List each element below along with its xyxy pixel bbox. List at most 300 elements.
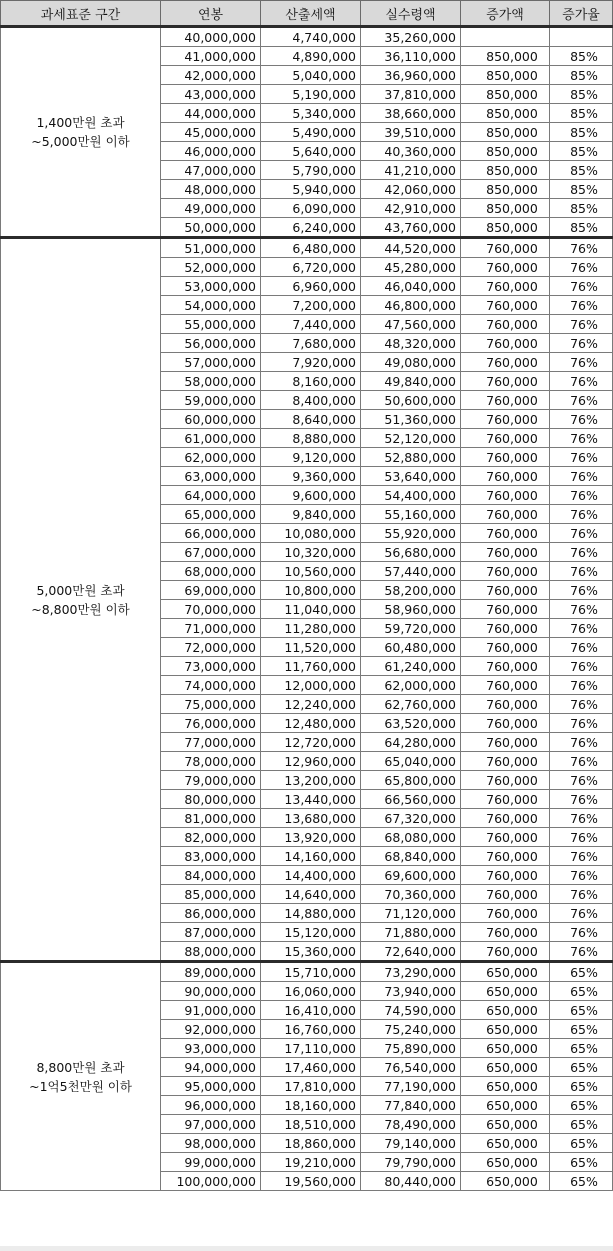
net-pay-cell: 75,240,000: [361, 1020, 461, 1039]
increase-amount-cell: 760,000: [461, 638, 550, 657]
net-pay-cell: 55,160,000: [361, 505, 461, 524]
computed-tax-cell: 5,790,000: [261, 161, 361, 180]
computed-tax-cell: 5,340,000: [261, 104, 361, 123]
increase-rate-cell: 76%: [550, 543, 613, 562]
increase-rate-cell: 76%: [550, 562, 613, 581]
net-pay-cell: 69,600,000: [361, 866, 461, 885]
increase-amount-cell: 850,000: [461, 142, 550, 161]
computed-tax-cell: 17,110,000: [261, 1039, 361, 1058]
computed-tax-cell: 14,880,000: [261, 904, 361, 923]
salary-cell: 42,000,000: [161, 66, 261, 85]
salary-cell: 92,000,000: [161, 1020, 261, 1039]
net-pay-cell: 62,760,000: [361, 695, 461, 714]
net-pay-cell: 58,200,000: [361, 581, 461, 600]
increase-amount-cell: 650,000: [461, 1001, 550, 1020]
increase-amount-cell: 760,000: [461, 429, 550, 448]
computed-tax-cell: 16,060,000: [261, 982, 361, 1001]
increase-rate-cell: 65%: [550, 1134, 613, 1153]
salary-cell: 97,000,000: [161, 1115, 261, 1134]
increase-rate-cell: 76%: [550, 904, 613, 923]
computed-tax-cell: 12,480,000: [261, 714, 361, 733]
increase-amount-cell: 760,000: [461, 885, 550, 904]
net-pay-cell: 68,080,000: [361, 828, 461, 847]
increase-amount-cell: 760,000: [461, 353, 550, 372]
increase-rate-cell: 65%: [550, 962, 613, 982]
salary-cell: 98,000,000: [161, 1134, 261, 1153]
increase-amount-cell: 850,000: [461, 47, 550, 66]
computed-tax-cell: 12,960,000: [261, 752, 361, 771]
computed-tax-cell: 14,400,000: [261, 866, 361, 885]
salary-cell: 80,000,000: [161, 790, 261, 809]
net-pay-cell: 55,920,000: [361, 524, 461, 543]
computed-tax-cell: 5,190,000: [261, 85, 361, 104]
salary-cell: 89,000,000: [161, 962, 261, 982]
salary-cell: 68,000,000: [161, 562, 261, 581]
increase-rate-cell: 65%: [550, 1001, 613, 1020]
increase-rate-cell: 76%: [550, 923, 613, 942]
salary-cell: 64,000,000: [161, 486, 261, 505]
table-row: [1, 962, 613, 982]
increase-amount-cell: 760,000: [461, 847, 550, 866]
salary-cell: 88,000,000: [161, 942, 261, 962]
computed-tax-cell: 9,600,000: [261, 486, 361, 505]
increase-rate-cell: 85%: [550, 180, 613, 199]
net-pay-cell: 35,260,000: [361, 27, 461, 47]
increase-amount-cell: 760,000: [461, 600, 550, 619]
salary-cell: 46,000,000: [161, 142, 261, 161]
computed-tax-cell: 11,760,000: [261, 657, 361, 676]
net-pay-cell: 42,910,000: [361, 199, 461, 218]
increase-rate-cell: 76%: [550, 391, 613, 410]
computed-tax-cell: 12,240,000: [261, 695, 361, 714]
computed-tax-cell: 4,890,000: [261, 47, 361, 66]
increase-amount-cell: 650,000: [461, 962, 550, 982]
increase-rate-cell: 76%: [550, 581, 613, 600]
net-pay-cell: 40,360,000: [361, 142, 461, 161]
increase-rate-cell: 85%: [550, 47, 613, 66]
increase-amount-cell: 760,000: [461, 904, 550, 923]
increase-amount-cell: 650,000: [461, 1153, 550, 1172]
increase-rate-cell: 76%: [550, 429, 613, 448]
net-pay-cell: 73,290,000: [361, 962, 461, 982]
increase-amount-cell: 650,000: [461, 1020, 550, 1039]
increase-amount-cell: 760,000: [461, 619, 550, 638]
increase-amount-cell: 760,000: [461, 372, 550, 391]
net-pay-cell: 37,810,000: [361, 85, 461, 104]
increase-rate-cell: 76%: [550, 467, 613, 486]
increase-rate-cell: 76%: [550, 486, 613, 505]
computed-tax-cell: 17,460,000: [261, 1058, 361, 1077]
increase-rate-cell: 76%: [550, 771, 613, 790]
computed-tax-cell: 12,000,000: [261, 676, 361, 695]
net-pay-cell: 77,190,000: [361, 1077, 461, 1096]
increase-amount-cell: 650,000: [461, 1134, 550, 1153]
net-pay-cell: 45,280,000: [361, 258, 461, 277]
increase-amount-cell: 760,000: [461, 733, 550, 752]
computed-tax-cell: 6,960,000: [261, 277, 361, 296]
computed-tax-cell: 15,710,000: [261, 962, 361, 982]
increase-rate-cell: 85%: [550, 104, 613, 123]
computed-tax-cell: 13,920,000: [261, 828, 361, 847]
salary-cell: 48,000,000: [161, 180, 261, 199]
increase-amount-cell: 760,000: [461, 752, 550, 771]
net-pay-cell: 56,680,000: [361, 543, 461, 562]
increase-rate-cell: 76%: [550, 866, 613, 885]
increase-amount-cell: 760,000: [461, 657, 550, 676]
computed-tax-cell: 15,120,000: [261, 923, 361, 942]
increase-amount-cell: 850,000: [461, 218, 550, 238]
section-label: [1, 962, 161, 1191]
net-pay-cell: 44,520,000: [361, 238, 461, 258]
net-pay-cell: 52,880,000: [361, 448, 461, 467]
salary-cell: 94,000,000: [161, 1058, 261, 1077]
increase-rate-cell: 76%: [550, 942, 613, 962]
net-pay-cell: 63,520,000: [361, 714, 461, 733]
net-pay-cell: 52,120,000: [361, 429, 461, 448]
salary-cell: 81,000,000: [161, 809, 261, 828]
increase-amount-cell: 760,000: [461, 448, 550, 467]
salary-cell: 82,000,000: [161, 828, 261, 847]
computed-tax-cell: 5,940,000: [261, 180, 361, 199]
increase-amount-cell: 760,000: [461, 410, 550, 429]
section-label-line2: ~1억5천만원 이하: [29, 1078, 132, 1094]
increase-amount-cell: 850,000: [461, 161, 550, 180]
increase-rate-cell: 76%: [550, 752, 613, 771]
increase-amount-cell: 850,000: [461, 180, 550, 199]
net-pay-cell: 73,940,000: [361, 982, 461, 1001]
net-pay-cell: 46,040,000: [361, 277, 461, 296]
net-pay-cell: 51,360,000: [361, 410, 461, 429]
salary-cell: 86,000,000: [161, 904, 261, 923]
increase-amount-cell: 760,000: [461, 676, 550, 695]
salary-cell: 60,000,000: [161, 410, 261, 429]
salary-cell: 50,000,000: [161, 218, 261, 238]
increase-rate-cell: 76%: [550, 809, 613, 828]
increase-amount-cell: 650,000: [461, 1115, 550, 1134]
computed-tax-cell: 19,210,000: [261, 1153, 361, 1172]
computed-tax-cell: 10,080,000: [261, 524, 361, 543]
salary-cell: 40,000,000: [161, 27, 261, 47]
increase-rate-cell: 76%: [550, 619, 613, 638]
increase-rate-cell: 65%: [550, 1039, 613, 1058]
increase-rate-cell: 76%: [550, 695, 613, 714]
section-label-line2: ~5,000만원 이하: [31, 134, 130, 149]
increase-amount-cell: 760,000: [461, 562, 550, 581]
computed-tax-cell: 5,490,000: [261, 123, 361, 142]
salary-cell: 100,000,000: [161, 1172, 261, 1191]
increase-rate-cell: 76%: [550, 847, 613, 866]
computed-tax-cell: 7,200,000: [261, 296, 361, 315]
computed-tax-cell: 14,160,000: [261, 847, 361, 866]
salary-cell: 99,000,000: [161, 1153, 261, 1172]
net-pay-cell: 49,080,000: [361, 353, 461, 372]
salary-cell: 44,000,000: [161, 104, 261, 123]
net-pay-cell: 71,120,000: [361, 904, 461, 923]
increase-amount-cell: 760,000: [461, 866, 550, 885]
increase-rate-cell: 76%: [550, 790, 613, 809]
computed-tax-cell: 8,640,000: [261, 410, 361, 429]
computed-tax-cell: 16,760,000: [261, 1020, 361, 1039]
header-tax-bracket: 과세표준 구간: [1, 1, 161, 27]
increase-amount-cell: 760,000: [461, 581, 550, 600]
increase-rate-cell: 76%: [550, 638, 613, 657]
increase-amount-cell: 850,000: [461, 104, 550, 123]
increase-amount-cell: 650,000: [461, 1172, 550, 1191]
salary-cell: 41,000,000: [161, 47, 261, 66]
increase-amount-cell: 850,000: [461, 123, 550, 142]
computed-tax-cell: 8,880,000: [261, 429, 361, 448]
increase-rate-cell: 65%: [550, 1153, 613, 1172]
increase-rate-cell: 76%: [550, 296, 613, 315]
net-pay-cell: 36,110,000: [361, 47, 461, 66]
net-pay-cell: 75,890,000: [361, 1039, 461, 1058]
computed-tax-cell: 7,440,000: [261, 315, 361, 334]
net-pay-cell: 59,720,000: [361, 619, 461, 638]
salary-cell: 62,000,000: [161, 448, 261, 467]
computed-tax-cell: 7,680,000: [261, 334, 361, 353]
computed-tax-cell: 6,090,000: [261, 199, 361, 218]
increase-amount-cell: 760,000: [461, 828, 550, 847]
computed-tax-cell: 8,400,000: [261, 391, 361, 410]
salary-cell: 71,000,000: [161, 619, 261, 638]
net-pay-cell: 48,320,000: [361, 334, 461, 353]
increase-amount-cell: 760,000: [461, 238, 550, 258]
increase-amount-cell: 760,000: [461, 486, 550, 505]
computed-tax-cell: 18,160,000: [261, 1096, 361, 1115]
increase-rate-cell: 76%: [550, 238, 613, 258]
salary-cell: 45,000,000: [161, 123, 261, 142]
salary-cell: 61,000,000: [161, 429, 261, 448]
net-pay-cell: 79,140,000: [361, 1134, 461, 1153]
increase-rate-cell: 76%: [550, 885, 613, 904]
section-label-line1: 8,800만원 초과: [36, 1059, 125, 1075]
section-label-line1: 5,000만원 초과: [36, 582, 125, 598]
net-pay-cell: 50,600,000: [361, 391, 461, 410]
salary-cell: 73,000,000: [161, 657, 261, 676]
computed-tax-cell: 5,640,000: [261, 142, 361, 161]
salary-cell: 52,000,000: [161, 258, 261, 277]
increase-amount-cell: 760,000: [461, 942, 550, 962]
net-pay-cell: 38,660,000: [361, 104, 461, 123]
computed-tax-cell: 11,520,000: [261, 638, 361, 657]
increase-rate-cell: 76%: [550, 828, 613, 847]
increase-rate-cell: 76%: [550, 733, 613, 752]
net-pay-cell: 76,540,000: [361, 1058, 461, 1077]
increase-rate-cell: 65%: [550, 1115, 613, 1134]
net-pay-cell: 64,280,000: [361, 733, 461, 752]
salary-cell: 77,000,000: [161, 733, 261, 752]
salary-cell: 96,000,000: [161, 1096, 261, 1115]
increase-amount-cell: 760,000: [461, 391, 550, 410]
computed-tax-cell: 9,360,000: [261, 467, 361, 486]
net-pay-cell: 65,800,000: [361, 771, 461, 790]
computed-tax-cell: 10,560,000: [261, 562, 361, 581]
salary-cell: 78,000,000: [161, 752, 261, 771]
salary-cell: 87,000,000: [161, 923, 261, 942]
increase-rate-cell: 76%: [550, 524, 613, 543]
salary-cell: 63,000,000: [161, 467, 261, 486]
increase-amount-cell: 760,000: [461, 334, 550, 353]
increase-amount-cell: 760,000: [461, 315, 550, 334]
net-pay-cell: 46,800,000: [361, 296, 461, 315]
salary-cell: 66,000,000: [161, 524, 261, 543]
increase-amount-cell: 760,000: [461, 467, 550, 486]
increase-rate-cell: 76%: [550, 334, 613, 353]
increase-amount-cell: [461, 27, 550, 47]
net-pay-cell: 60,480,000: [361, 638, 461, 657]
computed-tax-cell: 13,200,000: [261, 771, 361, 790]
net-pay-cell: 77,840,000: [361, 1096, 461, 1115]
net-pay-cell: 41,210,000: [361, 161, 461, 180]
increase-amount-cell: 760,000: [461, 923, 550, 942]
salary-cell: 57,000,000: [161, 353, 261, 372]
net-pay-cell: 57,440,000: [361, 562, 461, 581]
increase-rate-cell: 65%: [550, 982, 613, 1001]
salary-cell: 93,000,000: [161, 1039, 261, 1058]
increase-rate-cell: 76%: [550, 372, 613, 391]
net-pay-cell: 58,960,000: [361, 600, 461, 619]
increase-amount-cell: 850,000: [461, 199, 550, 218]
salary-cell: 65,000,000: [161, 505, 261, 524]
computed-tax-cell: 17,810,000: [261, 1077, 361, 1096]
salary-cell: 74,000,000: [161, 676, 261, 695]
computed-tax-cell: 4,740,000: [261, 27, 361, 47]
increase-rate-cell: 65%: [550, 1058, 613, 1077]
increase-rate-cell: 65%: [550, 1020, 613, 1039]
net-pay-cell: 68,840,000: [361, 847, 461, 866]
salary-cell: 79,000,000: [161, 771, 261, 790]
increase-rate-cell: 76%: [550, 315, 613, 334]
net-pay-cell: 54,400,000: [361, 486, 461, 505]
net-pay-cell: 53,640,000: [361, 467, 461, 486]
net-pay-cell: 36,960,000: [361, 66, 461, 85]
increase-amount-cell: 650,000: [461, 1077, 550, 1096]
header-annual-salary: 연봉: [161, 1, 261, 27]
section-label: [1, 27, 161, 238]
header-increase-amount: 증가액: [461, 1, 550, 27]
increase-rate-cell: 85%: [550, 85, 613, 104]
increase-rate-cell: 76%: [550, 410, 613, 429]
increase-rate-cell: 76%: [550, 353, 613, 372]
increase-amount-cell: 760,000: [461, 543, 550, 562]
computed-tax-cell: 16,410,000: [261, 1001, 361, 1020]
computed-tax-cell: 14,640,000: [261, 885, 361, 904]
computed-tax-cell: 10,320,000: [261, 543, 361, 562]
computed-tax-cell: 13,680,000: [261, 809, 361, 828]
salary-cell: 76,000,000: [161, 714, 261, 733]
salary-cell: 54,000,000: [161, 296, 261, 315]
computed-tax-cell: 7,920,000: [261, 353, 361, 372]
salary-cell: 90,000,000: [161, 982, 261, 1001]
increase-amount-cell: 760,000: [461, 695, 550, 714]
salary-cell: 72,000,000: [161, 638, 261, 657]
increase-rate-cell: 65%: [550, 1077, 613, 1096]
increase-rate-cell: 76%: [550, 657, 613, 676]
net-pay-cell: 39,510,000: [361, 123, 461, 142]
table-header: [1, 1, 613, 27]
increase-rate-cell: 76%: [550, 258, 613, 277]
increase-rate-cell: 76%: [550, 714, 613, 733]
salary-cell: 85,000,000: [161, 885, 261, 904]
salary-cell: 67,000,000: [161, 543, 261, 562]
salary-cell: 47,000,000: [161, 161, 261, 180]
header-row: [1, 1, 613, 27]
net-pay-cell: 79,790,000: [361, 1153, 461, 1172]
section-label: [1, 238, 161, 962]
increase-amount-cell: 760,000: [461, 714, 550, 733]
page-bottom-strip: [0, 1246, 613, 1251]
net-pay-cell: 47,560,000: [361, 315, 461, 334]
increase-rate-cell: 65%: [550, 1172, 613, 1191]
increase-rate-cell: [550, 27, 613, 47]
increase-amount-cell: 760,000: [461, 505, 550, 524]
increase-rate-cell: 76%: [550, 676, 613, 695]
increase-amount-cell: 650,000: [461, 1058, 550, 1077]
salary-cell: 55,000,000: [161, 315, 261, 334]
increase-rate-cell: 65%: [550, 1096, 613, 1115]
increase-amount-cell: 760,000: [461, 790, 550, 809]
increase-amount-cell: 650,000: [461, 1039, 550, 1058]
increase-rate-cell: 85%: [550, 123, 613, 142]
increase-rate-cell: 85%: [550, 199, 613, 218]
salary-cell: 95,000,000: [161, 1077, 261, 1096]
header-computed-tax: 산출세액: [261, 1, 361, 27]
net-pay-cell: 62,000,000: [361, 676, 461, 695]
computed-tax-cell: 12,720,000: [261, 733, 361, 752]
increase-amount-cell: 760,000: [461, 809, 550, 828]
net-pay-cell: 70,360,000: [361, 885, 461, 904]
increase-amount-cell: 760,000: [461, 296, 550, 315]
salary-cell: 59,000,000: [161, 391, 261, 410]
header-net-pay: 실수령액: [361, 1, 461, 27]
increase-amount-cell: 650,000: [461, 982, 550, 1001]
salary-cell: 70,000,000: [161, 600, 261, 619]
computed-tax-cell: 8,160,000: [261, 372, 361, 391]
increase-rate-cell: 76%: [550, 448, 613, 467]
salary-cell: 83,000,000: [161, 847, 261, 866]
net-pay-cell: 49,840,000: [361, 372, 461, 391]
table-row: [1, 27, 613, 47]
table-body: [1, 27, 613, 1191]
table-row: [1, 238, 613, 258]
computed-tax-cell: 10,800,000: [261, 581, 361, 600]
net-pay-cell: 67,320,000: [361, 809, 461, 828]
salary-cell: 51,000,000: [161, 238, 261, 258]
computed-tax-cell: 6,240,000: [261, 218, 361, 238]
salary-cell: 56,000,000: [161, 334, 261, 353]
salary-cell: 84,000,000: [161, 866, 261, 885]
increase-rate-cell: 76%: [550, 600, 613, 619]
computed-tax-cell: 9,840,000: [261, 505, 361, 524]
increase-rate-cell: 85%: [550, 142, 613, 161]
salary-cell: 75,000,000: [161, 695, 261, 714]
salary-cell: 91,000,000: [161, 1001, 261, 1020]
net-pay-cell: 78,490,000: [361, 1115, 461, 1134]
computed-tax-cell: 6,720,000: [261, 258, 361, 277]
computed-tax-cell: 11,040,000: [261, 600, 361, 619]
computed-tax-cell: 18,860,000: [261, 1134, 361, 1153]
computed-tax-cell: 5,040,000: [261, 66, 361, 85]
net-pay-cell: 43,760,000: [361, 218, 461, 238]
increase-amount-cell: 760,000: [461, 524, 550, 543]
net-pay-cell: 80,440,000: [361, 1172, 461, 1191]
increase-amount-cell: 850,000: [461, 66, 550, 85]
computed-tax-cell: 15,360,000: [261, 942, 361, 962]
computed-tax-cell: 6,480,000: [261, 238, 361, 258]
net-pay-cell: 42,060,000: [361, 180, 461, 199]
salary-cell: 58,000,000: [161, 372, 261, 391]
salary-cell: 69,000,000: [161, 581, 261, 600]
